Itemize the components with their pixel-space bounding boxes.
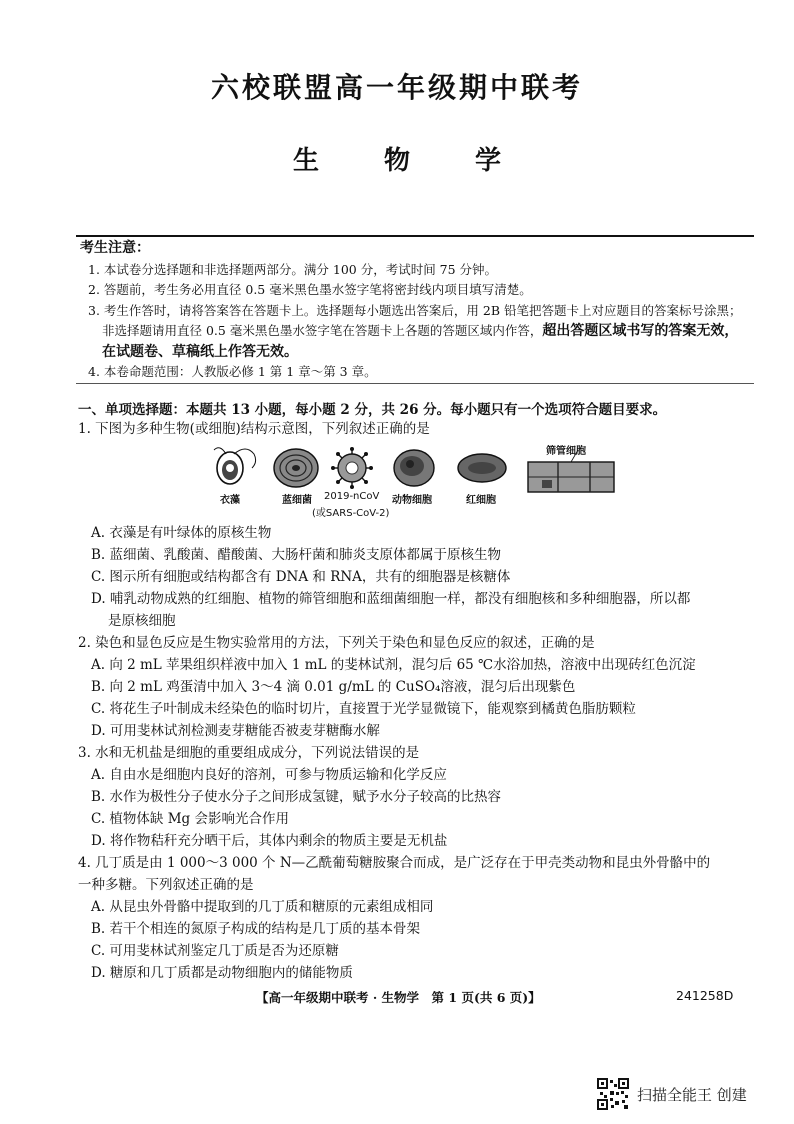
notice-item-3-text: 3. 考生作答时，请将答案答在答题卡上。选择题每小题选出答案后，用 2B 铅笔把答题卡上对应题目的答案标号涂黑；非选择题请用直径 0.5 毫米黑色墨水签字笔在答题卡上各题的答题区域内作答， [88, 302, 742, 338]
q1-option-c: C. 图示所有细胞或结构都含有 DNA 和 RNA，共有的细胞器是核糖体 [91, 569, 511, 585]
notice-item-2: 2. 答题前，考生务必用直径 0.5 毫米黑色墨水签字笔将密封线内项目填写清楚。 [88, 282, 532, 297]
q3-stem: 3. 水和无机盐是细胞的重要组成成分，下列说法错误的是 [78, 745, 420, 761]
coronavirus-drawing [331, 447, 373, 489]
q4-stem: 4. 几丁质是由 1 000～3 000 个 N—乙酰葡萄糖胺聚合而成，是广泛存在于甲壳类动物和昆虫外骨骼中的 [78, 855, 711, 871]
label-coronavirus: 2019-nCoV [324, 491, 380, 502]
q3-option-a: A. 自由水是细胞内良好的溶剂，可参与物质运输和化学反应 [91, 767, 447, 783]
footer-page-info: 【高一年级期中联考 · 生物学 第 1 页(共 6 页)】 [256, 990, 541, 1005]
cyanobacteria-drawing [274, 449, 318, 487]
header-divider [76, 235, 754, 237]
question-4 [78, 852, 758, 984]
q4-option-c: C. 可用斐林试剂鉴定几丁质是否为还原糖 [91, 943, 339, 959]
notice-item-4: 4. 本卷命题范围：人教版必修 1 第 1 章～第 3 章。 [88, 364, 377, 379]
notice-item-1: 1. 本试卷分选择题和非选择题两部分。满分 100 分，考试时间 75 分钟。 [88, 261, 498, 277]
q2-stem: 2. 染色和显色反应是生物实验常用的方法，下列关于染色和显色反应的叙述，正确的是 [78, 635, 595, 651]
q4-stem-cont: 一种多糖。下列叙述正确的是 [78, 877, 254, 893]
scanner-watermark [597, 1078, 787, 1112]
red-blood-cell-drawing [458, 454, 506, 482]
label-animal-cell: 动物细胞 [392, 495, 432, 506]
label-coronavirus-alt: (或SARS-CoV-2) [312, 508, 390, 519]
watermark-text: 扫描全能王 创建 [637, 1086, 747, 1104]
q1-option-b: B. 蓝细菌、乳酸菌、醋酸菌、大肠杆菌和肺炎支原体都属于原核生物 [91, 547, 502, 563]
q1-option-d-cont: 是原核细胞 [108, 613, 176, 629]
q4-option-a: A. 从昆虫外骨骼中提取到的几丁质和糖原的元素组成相同 [91, 899, 434, 915]
chlamydomonas-drawing [214, 448, 256, 484]
notice-box [80, 238, 750, 383]
notice-heading: 考生注意： [80, 240, 150, 256]
label-cyanobacteria: 蓝细菌 [282, 495, 312, 506]
notice-item-3-emphasis: 超出答题区域书写的答案无效，在试题卷、草稿纸上作答无效。 [102, 323, 739, 360]
q3-option-d: D. 将作物秸秆充分晒干后，其体内剩余的物质主要是无机盐 [91, 833, 448, 849]
label-sieve-tube-cell: 筛管细胞 [546, 446, 586, 457]
label-chlamydomonas: 衣藻 [220, 495, 240, 506]
notice-item-3 [80, 301, 750, 363]
q3-option-b: B. 水作为极性分子使水分子之间形成氢键，赋予水分子较高的比热容 [91, 789, 502, 805]
question-1-options [78, 522, 758, 632]
footer-exam-code: 241258D [676, 988, 734, 1003]
question-3 [78, 742, 758, 852]
organism-figure [206, 442, 626, 518]
exam-title: 六校联盟高一年级期中联考 [210, 71, 583, 104]
label-red-blood-cell: 红细胞 [466, 495, 496, 506]
q2-option-a: A. 向 2 mL 苹果组织样液中加入 1 mL 的斐林试剂，混匀后 65 ℃水浴加热，溶液中出现砖红色沉淀 [91, 657, 696, 673]
section-heading-1: 一、单项选择题：本题共 13 小题，每小题 2 分，共 26 分。每小题只有一个选项符合题目要求。 [78, 402, 667, 418]
question-1-stem: 1. 下图为多种生物(或细胞)结构示意图，下列叙述正确的是 [78, 421, 430, 437]
q2-option-b: B. 向 2 mL 鸡蛋清中加入 3～4 滴 0.01 g/mL 的 CuSO₄溶液，混匀后出现紫色 [91, 679, 576, 695]
q4-option-b: B. 若干个相连的氮原子构成的结构是几丁质的基本骨架 [91, 921, 421, 937]
animal-cell-drawing [394, 450, 434, 486]
q1-option-a: A. 衣藻是有叶绿体的原核生物 [91, 525, 272, 541]
question-2 [78, 632, 758, 742]
q1-option-d: D. 哺乳动物成熟的红细胞、植物的筛管细胞和蓝细菌细胞一样，都没有细胞核和多种细胞器，所以都 [91, 591, 691, 607]
notice-divider [76, 383, 754, 384]
q4-option-d: D. 糖原和几丁质都是动物细胞内的储能物质 [91, 965, 353, 981]
q3-option-c: C. 植物体缺 Mg 会影响光合作用 [91, 811, 289, 827]
q2-option-c: C. 将花生子叶制成未经染色的临时切片，直接置于光学显微镜下，能观察到橘黄色脂肪颗粒 [91, 701, 636, 717]
q2-option-d: D. 可用斐林试剂检测麦芽糖能否被麦芽糖酶水解 [91, 723, 380, 739]
subject-title: 生 物 学 [292, 146, 530, 176]
qr-code-icon [597, 1078, 629, 1110]
